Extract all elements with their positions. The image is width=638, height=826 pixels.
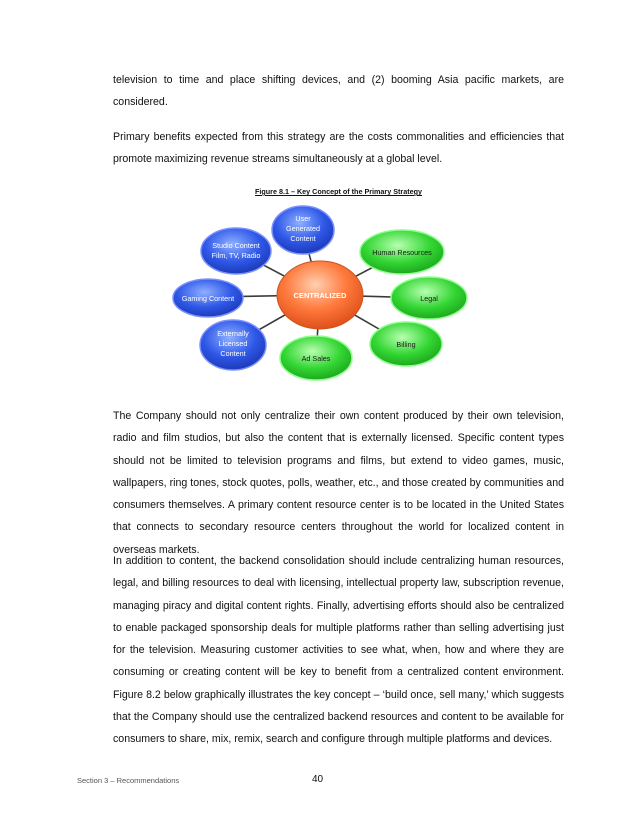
body-paragraph-1: television to time and place shifting devices, and (2) booming Asia pacific markets, are considered.	[113, 74, 564, 109]
svg-text:Ad Sales: Ad Sales	[301, 354, 331, 363]
node-billing	[370, 322, 442, 366]
footer-section-label: Section 3 – Recommendations	[77, 776, 180, 785]
svg-text:Billing: Billing	[396, 340, 416, 349]
diagram-svg	[170, 203, 472, 383]
svg-text:Generated: Generated	[286, 224, 320, 233]
svg-text:Human Resources: Human Resources	[372, 248, 432, 257]
node-legal	[391, 277, 467, 319]
svg-text:Film, TV, Radio: Film, TV, Radio	[211, 251, 261, 260]
page-number: 40	[312, 774, 324, 785]
node-human-resources	[360, 230, 444, 274]
body-paragraph-3: The Company should not only centralize their own content produced by their own television, radio and film studios, but also the content that is externally licensed. Specific content types should not be limited to television programs and films, but extend to video games, music, wallpapers, ring tones, stock quotes, polls, weather, etc., and those created by communities and consumers themselves. A primary content resource center is to be located in the United States that connects to secondary resource centers throughout the world for localized content in overseas markets.	[113, 410, 564, 556]
svg-text:Licensed: Licensed	[218, 339, 248, 348]
node-externally-licensed-content	[200, 320, 266, 370]
centralized-strategy-diagram	[170, 203, 472, 383]
node-gaming-content	[173, 279, 243, 317]
body-paragraph-2: Primary benefits expected from this strategy are the costs commonalities and efficiencies that promote maximizing revenue streams simultaneously at a global level.	[113, 131, 564, 166]
node-studio-content	[201, 228, 271, 274]
svg-text:User: User	[295, 214, 311, 223]
node-ad-sales	[280, 336, 352, 380]
center-node-label: CENTRALIZED	[293, 291, 347, 300]
svg-text:Gaming Content: Gaming Content	[181, 294, 235, 303]
node-user-generated-content	[272, 206, 334, 254]
body-paragraph-4: In addition to content, the backend consolidation should include centralizing human resources, legal, and billing resources to deal with licensing, intellectual property law, subscription revenue, managing piracy and digital content rights. Finally, advertising efforts should also be centralized to enable packaged sponsorship deals for multiple platforms rather than selling advertising just for the television. Measuring customer activities to see what, when, how and where they are consuming or creating content will be key to benefit from a centralized content environment. Figure 8.2 below graphically illustrates the key concept – ‘build once, sell many,’ which suggests that the Company should use the centralized backend resources and content to be available for consumers to share, mix, remix, search and configure through multiple platforms and devices.	[113, 555, 564, 746]
svg-text:Content: Content	[290, 234, 316, 243]
svg-text:Studio Content: Studio Content	[212, 241, 260, 250]
figure-caption: Figure 8.1 – Key Concept of the Primary Strategy	[255, 187, 422, 196]
svg-text:Legal: Legal	[420, 294, 438, 303]
svg-text:Content: Content	[220, 349, 246, 358]
center-node	[277, 261, 363, 329]
svg-text:Externally: Externally	[217, 329, 249, 338]
